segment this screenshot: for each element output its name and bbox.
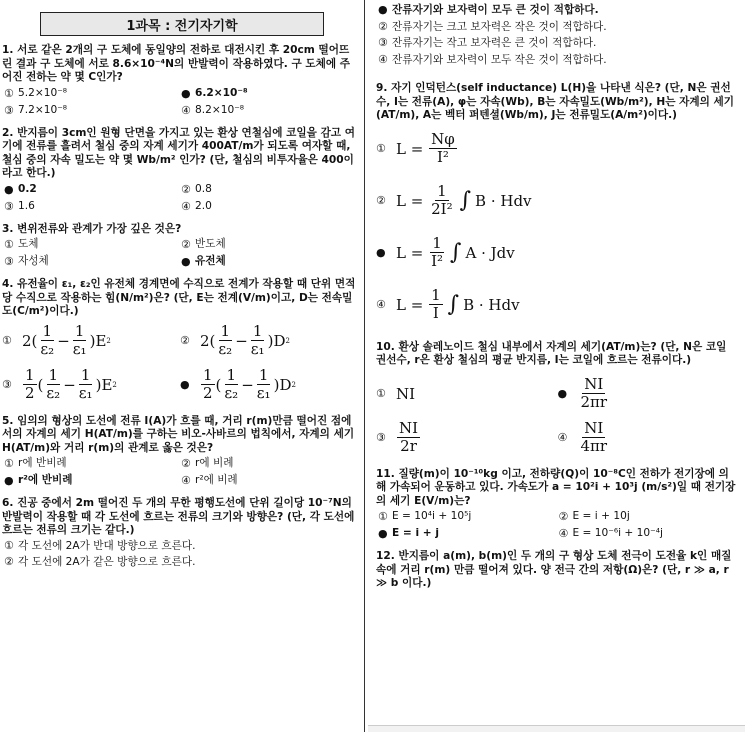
option-4[interactable]: ④ 8.2×10⁻⁸	[181, 103, 245, 117]
option-3-selected[interactable]: ● L = $\frac{1}{\text{I²}}$ ∫ A · Jdv	[376, 234, 515, 270]
formula: $\frac{NI}{2\pi r}$	[580, 375, 608, 411]
question-text: 5. 임의의 형상의 도선에 전류 I(A)가 흐를 때, 거리 r(m)만큼 떨어진 점에서의 자계의 세기 H(AT/m)를 구하는 비오-사바르의 법칙에서, 자계의 세기 H(AT/m)와 거리 r(m)의 관계로 옳은 것은?	[2, 414, 355, 454]
option-3[interactable]: ③ 잔류자기는 작고 보자력은 큰 것이 적합하다.	[378, 36, 597, 49]
option-3-selected[interactable]: ● r²에 반비례	[4, 474, 73, 487]
question-9	[376, 82, 739, 331]
option-1-selected[interactable]: ● 0.2	[4, 182, 37, 196]
option-1[interactable]: ① NI	[376, 384, 416, 403]
integral-sign: ∫	[459, 188, 472, 213]
option-1[interactable]: ① L = $\frac{N\varphi}{\text{I²}}$	[376, 123, 739, 175]
subject-title: 1과목 : 전기자기학	[40, 12, 324, 36]
option-2-selected[interactable]: ● $\frac{NI}{2\pi r}$	[558, 372, 740, 416]
formula: L = $\frac{1}{I}$ ∫ B · Hdv	[396, 286, 520, 322]
option-3[interactable]: ③ $\frac{NI}{2r}$	[376, 416, 558, 460]
question-4	[2, 278, 358, 407]
formula: L = $\frac{N\varphi}{\text{I²}}$	[396, 130, 455, 166]
column-divider	[364, 0, 365, 732]
option-3[interactable]: ③ $\frac{1}{2}$ ( $\frac{1}{\text{ε₂}}$ − $\frac{1}{\text{ε₁}}$ ) E 2	[2, 366, 117, 402]
option-4[interactable]: ④ L = $\frac{1}{I}$ ∫ B · Hdv	[376, 286, 520, 322]
formula: 2 ( $\frac{1}{\text{ε₂}}$ − $\frac{1}{\text{ε₁}}$ ) D 2	[200, 322, 290, 358]
formula: 2 ( $\frac{1}{\text{ε₂}}$ − $\frac{1}{\text{ε₁}}$ ) E 2	[22, 322, 111, 358]
option-1[interactable]: ① 도체	[4, 238, 39, 251]
question-3	[2, 223, 358, 271]
horizontal-scrollbar[interactable]	[368, 725, 745, 732]
option-3[interactable]: ③ 자성체	[4, 255, 49, 268]
question-2	[2, 127, 358, 215]
option-1[interactable]: ① 2 ( $\frac{1}{\text{ε₂}}$ − $\frac{1}{\text{ε₁}}$ ) E 2	[2, 322, 111, 358]
question-10	[376, 341, 739, 460]
option-4[interactable]: ④ 잔류자기와 보자력이 모두 작은 것이 적합하다.	[378, 52, 607, 66]
question-12	[376, 550, 739, 591]
option-2[interactable]: ② 각 도선에 2A가 같은 방향으로 흐른다.	[4, 555, 196, 568]
formula: $\frac{NI}{2r}$	[399, 419, 419, 455]
option-4-selected[interactable]: ● $\frac{1}{2}$ ( $\frac{1}{\text{ε₂}}$ − $\frac{1}{\text{ε₁}}$ ) D 2	[180, 366, 296, 402]
option-4-selected[interactable]: ● 유전체	[181, 255, 226, 268]
option-3[interactable]: ③ 1.6	[4, 199, 35, 213]
integral-sign: ∫	[447, 292, 460, 317]
formula: $\frac{1}{2}$ ( $\frac{1}{\text{ε₂}}$ − $\frac{1}{\text{ε₁}}$ ) E 2	[25, 366, 117, 402]
option-4[interactable]: ④ $\frac{NI}{4\pi r}$	[558, 416, 740, 460]
option-1-selected[interactable]: ● 잔류자기와 보자력이 모두 큰 것이 적합하다.	[378, 3, 599, 16]
formula: L = $\frac{1}{\text{I²}}$ ∫ A · Jdv	[396, 234, 515, 270]
question-1	[2, 44, 358, 119]
formula: L = $\frac{1}{\text{2I²}}$ ∫ B · Hdv	[396, 182, 532, 218]
question-8-continued	[376, 2, 739, 68]
question-text: 3. 변위전류와 관계가 가장 깊은 것은?	[2, 222, 182, 235]
option-2-selected[interactable]: ● 6.2×10⁻⁸	[181, 86, 248, 100]
option-2[interactable]: ② r에 비례	[181, 457, 234, 470]
option-2[interactable]: ② L = $\frac{1}{\text{2I²}}$ ∫ B · Hdv	[376, 182, 532, 218]
option-4[interactable]: ④ 2.0	[181, 199, 212, 213]
option-2[interactable]: ② 잔류자기는 크고 보자력은 작은 것이 적합하다.	[378, 19, 607, 33]
question-text: 1. 서로 같은 2개의 구 도체에 동일양의 전하로 대전시킨 후 20cm 떨어뜨린 결과 구 도체에 서로 8.6×10⁻⁴N의 반발력이 작용하였다. 구 도체에 주어진 전하는 약 몇 C인가?	[2, 44, 350, 83]
option-1[interactable]: ① E = 10⁴i + 10⁵j	[378, 510, 472, 523]
integral-sign: ∫	[450, 240, 462, 265]
option-3[interactable]: ③ 7.2×10⁻⁸	[4, 103, 68, 117]
question-text: 9. 자기 인덕턴스(self inductance) L(H)을 나타낸 식은? (단, N은 권선수, I는 전류(A), φ는 자속(Wb), B는 자속밀도(Wb/m²), H는 자계의 세기(AT/m), A는 벡터 퍼텐셜(Wb/m), J는 전류밀도(A/m²)이다.)	[376, 82, 734, 121]
question-5	[2, 415, 358, 490]
question-6	[2, 497, 358, 571]
option-2[interactable]: ② 반도체	[181, 238, 226, 251]
question-text: 10. 환상 솔레노이드 철심 내부에서 자계의 세기(AT/m)는? (단, N은 코일 권선수, r은 환상 철심의 평균 반지름, I는 코일에 흐르는 전류이다.)	[376, 340, 727, 366]
option-1[interactable]: ① r에 반비례	[4, 457, 67, 470]
option-2[interactable]: ② E = i + 10j	[558, 510, 630, 523]
question-11	[376, 468, 739, 543]
option-1[interactable]: ① 각 도선에 2A가 반대 방향으로 흐른다.	[4, 538, 196, 552]
question-text: 6. 진공 중에서 2m 떨어진 두 개의 무한 평행도선에 단위 길이당 10⁻⁷N의 반발력이 작용할 때 각 도선에 흐르는 전류의 크기와 방향은? (단, 각 도선에 흐르는 전류의 크기는 같다.)	[2, 497, 355, 536]
question-text: 12. 반지름이 a(m), b(m)인 두 개의 구 형상 도체 전극이 도전율 k인 매질 속에 거리 r(m) 만큼 떨어져 있다. 양 전극 간의 저항(Ω)은? (단, r ≫ a, r ≫ b 이다.)	[376, 550, 732, 589]
option-3-selected[interactable]: ● E = i + j	[378, 527, 440, 540]
option-4[interactable]: ④ E = 10⁻⁶i + 10⁻⁴j	[558, 527, 663, 540]
question-text: 11. 질량(m)이 10⁻¹⁰kg 이고, 전하량(Q)이 10⁻⁸C인 전하가 전기장에 의해 가속되어 운동하고 있다. 가속도가 a = 10²i + 10³j (m/s²)일 때 전기장의 세기 E(V/m)는?	[376, 467, 736, 507]
right-column	[368, 0, 745, 732]
formula: $\frac{1}{2}$ ( $\frac{1}{\text{ε₂}}$ − $\frac{1}{\text{ε₁}}$ ) D 2	[203, 366, 296, 402]
option-4[interactable]: ④ r²에 비례	[181, 474, 238, 487]
formula: $\frac{NI}{4\pi r}$	[580, 419, 608, 455]
left-column	[0, 0, 362, 732]
option-2[interactable]: ② 2 ( $\frac{1}{\text{ε₂}}$ − $\frac{1}{\text{ε₁}}$ ) D 2	[180, 322, 290, 358]
option-1[interactable]: ① 5.2×10⁻⁸	[4, 86, 68, 100]
question-text: 2. 반지름이 3cm인 원형 단면을 가지고 있는 환상 연철심에 코일을 감고 여기에 전류를 흘려서 철심 중의 자계 세기가 400AT/m가 되도록 여자할 때, 철심 중의 자속 밀도는 약 몇 Wb/m² 인가? (단, 철심의 비투자율은 400이라고 한다.)	[2, 126, 355, 179]
question-text: 4. 유전율이 ε₁, ε₂인 유전체 경계면에 수직으로 전계가 작용할 때 단위 면적당 수직으로 작용하는 힘(N/m²)은? (단, E는 전계(V/m)이고, D는 전속밀도(C/m²)이다.)	[2, 278, 356, 317]
option-2[interactable]: ② 0.8	[181, 182, 212, 196]
